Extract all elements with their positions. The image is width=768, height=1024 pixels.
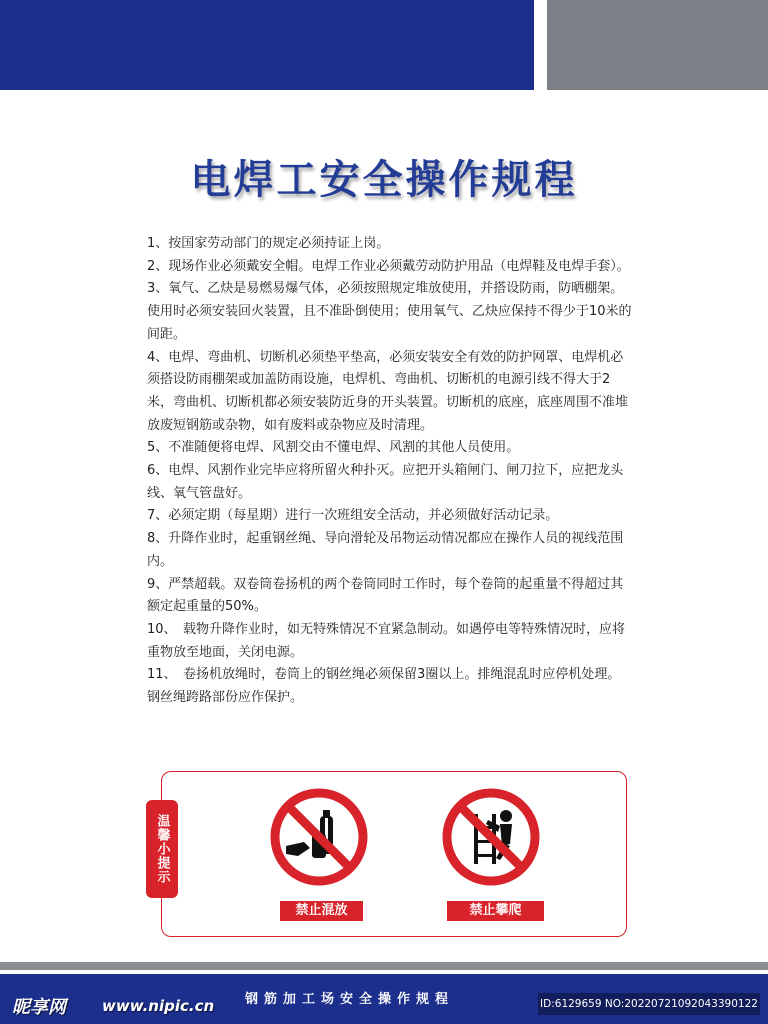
header-blue-band [0, 0, 534, 90]
footer-title: 钢筋加工场安全操作规程 [245, 992, 455, 1007]
watermark-logo: 昵享网 [12, 997, 66, 1018]
rule-item: 10、 载物升降作业时，如无特殊情况不宜紧急制动。如遇停电等特殊情况时，应将重物放至地面，关闭电源。 [147, 621, 626, 660]
footer-gray-band [0, 962, 768, 970]
rule-item: 7、必须定期（每星期）进行一次班组安全活动，并必须做好活动记录。 [147, 508, 559, 524]
page-title: 电焊工安全操作规程 [190, 157, 578, 203]
rule-item: 8、升降作业时，起重钢丝绳、导向滑轮及吊物运动情况都应在操作人员的视线范围内。 [147, 531, 624, 569]
rule-item: 9、严禁超载。双卷筒卷扬机的两个卷筒同时工作时，每个卷筒的起重量不得超过其额定起重量的50%。 [147, 576, 624, 615]
header-gray-band [547, 0, 768, 90]
tips-frame [161, 771, 627, 937]
rule-item: 11、 卷扬机放绳时，卷筒上的钢丝绳必须保留3圈以上。排绳混乱时应停机处理。钢丝绳跨路部份应作保护。 [147, 667, 621, 706]
rule-item: 1、按国家劳动部门的规定必须持证上岗。 [147, 236, 390, 251]
no-climbing-icon [440, 786, 542, 888]
tips-tag: 温馨小提示 [146, 800, 178, 898]
watermark-url: www.nipic.cn [102, 997, 215, 1015]
rules-list [147, 233, 632, 710]
watermark-id: ID:6129659 NO:20220721092043390122 [538, 993, 760, 1015]
rule-item: 4、电焊、弯曲机、切断机必须垫平垫高，必须安装安全有效的防护网罩、电焊机必须搭设防雨棚架或加盖防雨设施，电焊机、弯曲机、切断机的电源引线不得大于2米，弯曲机、切断机都必须安装防近身的开头装置。切断机的底座，底座周围不准堆放废短钢筋或杂物，如有废料或杂物应及时清理。 [147, 349, 629, 433]
rule-item: 5、不准随便将电焊、风割交由不懂电焊、风割的其他人员使用。 [147, 440, 520, 456]
rule-item: 6、电焊、风割作业完毕应将所留火种扑灭。应把开头箱闸门、闸刀拉下，应把龙头线、氧气管盘好。 [147, 463, 624, 501]
rule-item: 2、现场作业必须戴安全帽。电焊工作业必须戴劳动防护用品（电焊鞋及电焊手套）。 [147, 258, 630, 274]
rule-item: 3、氧气、乙炔是易燃易爆气体，必须按照规定堆放使用，并搭设防雨，防晒棚架。使用时必须安装回火装置，且不准卧倒使用；使用氧气、乙炔应保持不得少于10米的间距。 [147, 281, 632, 342]
sign-label-no-mixed-storage: 禁止混放 [280, 901, 363, 921]
sign-label-no-climbing: 禁止攀爬 [447, 901, 544, 921]
no-mixed-storage-icon [268, 786, 370, 888]
